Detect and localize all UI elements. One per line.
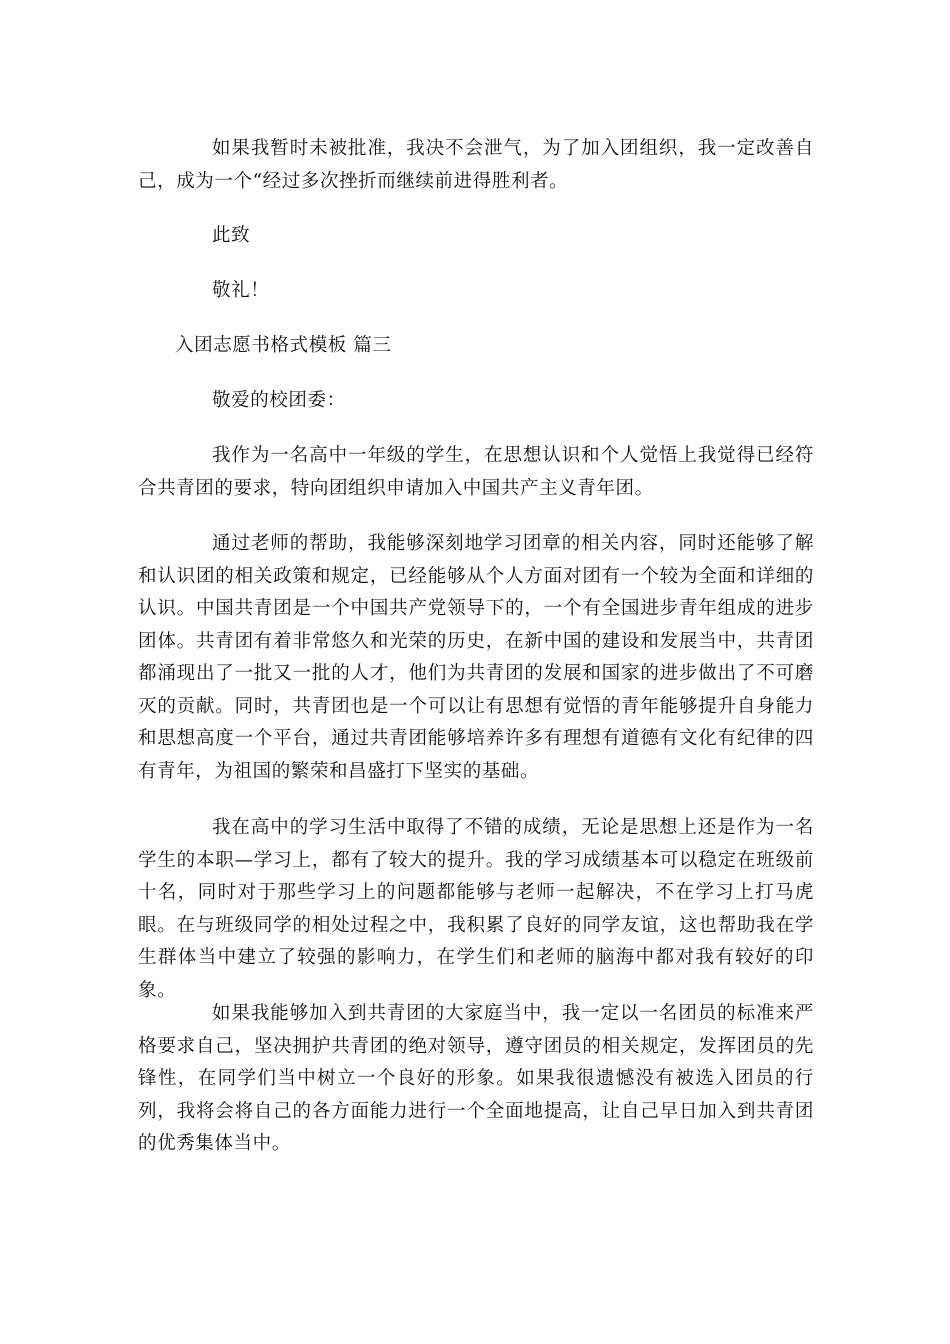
closing-line-1: 此致 [212,225,251,246]
paragraph-3: 我在高中的学习生活中取得了不错的成绩，无论是思想上还是作为一名学生的本职—学习上，都有了较大的提升。我的学习成绩基本可以稳定在班级前十名，同时对于那些学习上的问题都能够与老师一起解决，不在学习上打马虎眼。在与班级同学的相处过程之中，我积累了良好的同学友谊，这也帮助我在学生群体当中建立了较强的影响力，在学生们和老师的脑海中都对我有较好的印象。 [138,817,814,1001]
paragraph-intro: 如果我暂时未被批准，我决不会泄气，为了加入团组织，我一定改善自己，成为一个“经过多次挫折而继续前进得胜利者。 [138,138,814,192]
paragraph-1: 我作为一名高中一年级的学生，在思想认识和个人觉悟上我觉得已经符合共青团的要求，特向团组织申请加入中国共产主义青年团。 [138,445,814,499]
paragraph-4: 如果我能够加入到共青团的大家庭当中，我一定以一名团员的标准来严格要求自己，坚决拥护共青团的绝对领导，遵守团员的相关规定，发挥团员的先锋性，在同学们当中树立一个良好的形象。如果我很遗憾没有被选入团员的行列，我将会将自己的各方面能力进行一个全面地提高，让自己早日加入到共青团的优秀集体当中。 [138,1003,814,1154]
section-heading: 入团志愿书格式模板 篇三 [175,335,392,356]
salutation: 敬爱的校团委： [212,390,346,411]
paragraph-2: 通过老师的帮助，我能够深刻地学习团章的相关内容，同时还能够了解和认识团的相关政策和规定，已经能够从个人方面对团有一个较为全面和详细的认识。中国共青团是一个中国共产党领导下的，一个有全国进步青年组成的进步团体。共青团有着非常悠久和光荣的历史，在新中国的建设和发展当中，共青团都涌现出了一批又一批的人才，他们为共青团的发展和国家的进步做出了不可磨灭的贡献。同时，共青团也是一个可以让有思想有觉悟的青年能够提升自身能力和思想高度一个平台，通过共青团能够培养许多有理想有道德有文化有纪律的四有青年，为祖国的繁荣和昌盛打下坚实的基础。 [138,533,814,782]
closing-line-2: 敬礼！ [212,280,270,301]
